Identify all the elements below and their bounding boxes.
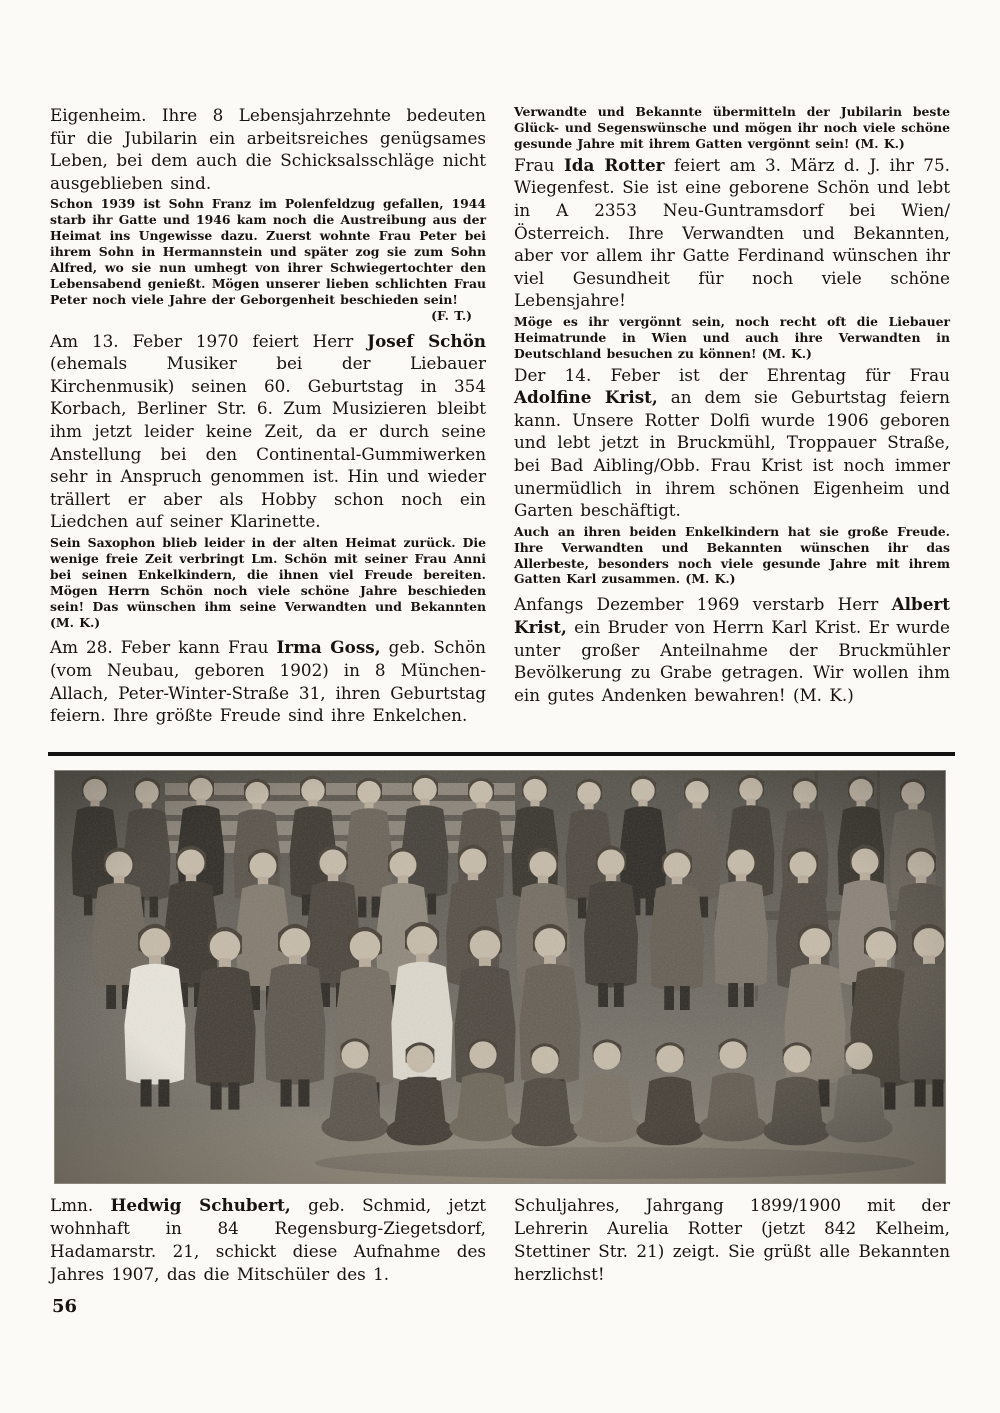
paragraph-frau-peter-smallprint	[50, 196, 486, 323]
paragraph-jubilarin-smallprint: Verwandte und Bekannte übermitteln der Jubilarin beste Glück- und Segenswünsche und mögen ihr noch viele schöne gesunde Jahre mit ihrem Gatten vergönnt sein! (M. K.)	[514, 104, 950, 151]
paragraph-tail: feiert am 3. März d. J. ihr 75. Wiegenfest. Sie ist eine geborene Schön und lebt in A 2353 Neu-Guntramsdorf bei Wien/Österreich. Ihre Verwandten und Bekannten, aber vor allem ihr Gatte Ferdinand wünschen ihr viel Gesundheit für noch viele schöne Lebensjahre!	[514, 154, 950, 311]
article-columns	[50, 104, 950, 729]
paragraph-saxophon-smallprint: Sein Saxophon blieb leider in der alten Heimat zurück. Die wenige freie Zeit verbringt Lm. Schön mit seiner Frau Anni bei seinen Enkelkindern, die ihnen viel Freude bereiten. Mögen Herrn Schön noch viele schöne Jahre beschieden sein! Das wünschen ihm seine Verwandten und Bekannten (M. K.)	[50, 534, 486, 630]
paragraph-eigenheim: Eigenheim. Ihre 8 Lebensjahrzehnte bedeuten für die Jubilarin ein arbeitsreiches genügsames Leben, bei dem auch die Schicksalsschläge nicht ausgeblieben sind.	[50, 105, 486, 193]
person-name-josef-schoen: Josef Schön	[367, 330, 486, 351]
paragraph-tail: geb. Schön (vom Neubau, geboren 1902) in 8 München-Allach, Peter-Winter-Straße 31, ihren Geburtstag feiern. Ihre größte Freude sind ihre Enkelchen.	[50, 637, 486, 726]
signature-ft: (F. T.)	[431, 307, 472, 323]
paragraph-enkelkinder-smallprint: Auch an ihren beiden Enkelkindern hat sie große Freude. Ihre Verwandten und Bekannten wünschen ihr das Allerbeste, besonders noch viele gesunde Jahre mit ihrem Gatten Karl zusammen. (M. K.)	[514, 523, 950, 587]
caption-right-text: Schuljahres, Jahrgang 1899/1900 mit der Lehrerin Aurelia Rotter (jetzt 842 Kelheim, Stettiner Str. 21) zeigt. Sie grüßt alle Bekannten herzlichst!	[514, 1195, 950, 1284]
caption-right-column	[514, 1194, 950, 1286]
paragraph-heimatrunde-smallprint: Möge es ihr vergönnt sein, noch recht oft die Liebauer Heimatrunde in Wien und auch ihre Verwandten in Deutschland besuchen zu können! (M. K.)	[514, 313, 950, 361]
person-name-albert-krist: Albert Krist,	[514, 594, 950, 637]
class-photo-image	[55, 771, 945, 1183]
paragraph-lead: Am 28. Feber kann Frau	[50, 637, 277, 658]
paragraph-lead: Anfangs Dezember 1969 verstarb Herr	[514, 594, 892, 615]
person-name-ida-rotter: Ida Rotter	[563, 154, 665, 175]
page-number: 56	[52, 1296, 78, 1317]
paragraph-lead: Am 13. Feber 1970 feiert Herr	[50, 330, 368, 351]
smallprint-text: Schon 1939 ist Sohn Franz im Polenfeldzug gefallen, 1944 starb ihr Gatte und 1946 kam noch die Austreibung aus der Heimat ins Ungewisse dazu. Zuerst wohnte Frau Peter bei ihrem Sohn in Hermannstein und später zog sie zum Sohn Alfred, wo sie nun umhegt von ihrer Schwiegertochter den Lebensabend genießt. Mögen unserer lieben schlichten Frau Peter noch viele Jahre der Geborgenheit beschieden sein!	[50, 196, 486, 307]
paragraph-ida-rotter	[514, 154, 950, 312]
paragraph-josef-schoen	[50, 330, 486, 533]
paragraph-adolfine-krist	[514, 364, 950, 522]
person-name-hedwig-schubert: Hedwig Schubert,	[110, 1195, 291, 1215]
paragraph-lead: Der 14. Feber ist der Ehrentag für Frau	[514, 364, 950, 385]
right-column	[514, 104, 950, 729]
paragraph-tail: an dem sie Geburtstag feiern kann. Unsere Rotter Dolfi wurde 1906 geboren und lebt jetzt in Bruckmühl, Troppauer Straße, bei Bad Aibling/Obb. Frau Krist ist noch immer unermüdlich in ihrem schönen Eigenheim und Garten beschäftigt.	[514, 387, 950, 521]
person-name-adolfine-krist: Adolfine Krist,	[514, 387, 658, 408]
caption-tail: geb. Schmid, jetzt wohnhaft in 84 Regensburg-Ziegetsdorf, Hadamarstr. 21, schickt diese Aufnahme des Jahres 1907, das die Mitschüler des 1.	[50, 1195, 486, 1284]
class-photo	[55, 771, 945, 1183]
paragraph-tail: ein Bruder von Herrn Karl Krist. Er wurde unter großer Anteilnahme der Bruckmühler Bevölkerung zu Grabe getragen. Wir wollen ihm ein gutes Andenken bewahren! (M. K.)	[514, 616, 950, 705]
caption-left-text	[50, 1194, 486, 1286]
paragraph-lead: Frau	[514, 154, 564, 175]
person-name-irma-goss: Irma Goss,	[276, 637, 381, 658]
paragraph-albert-krist-obituary	[514, 593, 950, 706]
left-column	[50, 104, 486, 729]
paragraph-tail: (ehemals Musiker bei der Liebauer Kirchenmusik) seinen 60. Geburtstag in 354 Korbach, Berliner Str. 6. Zum Musizieren bleibt ihm jetzt leider keine Zeit, da er durch seine Anstellung bei den Continental-Gummiwerken sehr in Anspruch genommen ist. Hin und wieder trällert er aber als Hobby schon noch ein Liedchen auf seiner Klarinette.	[50, 353, 486, 532]
caption-left-column	[50, 1194, 486, 1286]
paragraph-irma-goss	[50, 636, 486, 726]
caption-lead: Lmn.	[50, 1195, 111, 1215]
section-divider-rule	[48, 752, 955, 756]
photo-caption	[50, 1194, 950, 1286]
